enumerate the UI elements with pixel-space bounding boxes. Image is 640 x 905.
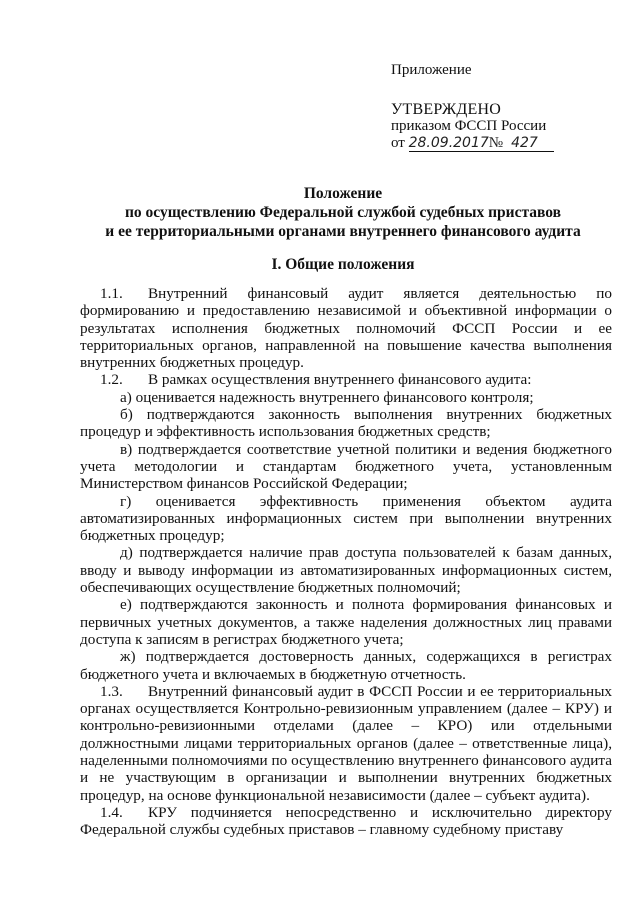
paragraph-text: Внутренний финансовый аудит является деятельностью по формированию и предоставлению независимой и объективной информации о результатах исполнения бюджетных полномочий ФССП России и ее территориальных органов, направленной на повышение качества выполнения внутренних бюджетных процедур. — [80, 285, 612, 372]
title-line-2: по осуществлению Федеральной службой судебных приставов — [124, 204, 562, 221]
handwritten-number: 427 — [503, 136, 554, 152]
appendix-label: Приложение — [391, 62, 472, 78]
title-line-3: и ее территориальными органами внутреннего финансового аудита — [105, 223, 581, 240]
paragraph-number: 1.2. — [100, 371, 123, 389]
list-item-a: а) оценивается надежность внутреннего финансового контроля; — [120, 388, 534, 406]
handwritten-date: 28.09.2017 — [408, 135, 489, 151]
paragraph-1-2 — [80, 371, 612, 388]
paragraph-text: В рамках осуществления внутреннего финансового аудита: — [148, 371, 532, 389]
title-line-1: Положение — [303, 185, 383, 202]
approved-label: УТВЕРЖДЕНО — [391, 101, 502, 118]
paragraph-1-1 — [80, 285, 612, 371]
paragraph-number: 1.1. — [100, 285, 123, 302]
list-item-b: б) подтверждаются законность выполнения внутренних бюджетных процедур и эффективность использования бюджетных средств; — [80, 406, 612, 441]
paragraph-1-4 — [80, 804, 612, 839]
paragraph-text: КРУ подчиняется непосредственно и исключительно директору Федеральной службы судебных приставов – главному судебному приставу — [80, 803, 612, 839]
list-item-v: в) подтверждается соответствие учетной политики и ведения бюджетного учета методологии и стандартам бюджетного учета, установленным Министерством финансов Российской Федерации; — [80, 440, 612, 493]
list-item-d: д) подтверждается наличие прав доступа пользователей к базам данных, вводу и выводу информации из автоматизированных информационных систем, обеспечивающих осуществление бюджетных полномочий; — [80, 544, 612, 597]
order-label: приказом ФССП России — [391, 118, 547, 134]
list-item-g: г) оценивается эффективность применения объектом аудита автоматизированных информационных систем при выполнении внутренних бюджетных процедур; — [80, 492, 612, 545]
from-prefix: от — [391, 135, 405, 151]
order-date-line — [391, 135, 554, 152]
paragraph-1-3 — [80, 683, 612, 804]
list-item-e: е) подтверждаются законность и полнота формирования финансовых и первичных учетных документов, а также наделения должностных лиц правами доступа к записям в регистрах бюджетного учета; — [80, 596, 612, 648]
list-item-zh: ж) подтверждается достоверность данных, содержащихся в регистрах бюджетного учета и включаемых в бюджетную отчетность. — [80, 648, 612, 683]
paragraph-number: 1.3. — [100, 682, 123, 700]
number-sign: № — [488, 135, 504, 151]
paragraph-number: 1.4. — [100, 803, 123, 821]
document-title — [60, 184, 626, 241]
approval-stamp-block — [391, 62, 554, 152]
document-body — [80, 285, 612, 839]
paragraph-text: Внутренний финансовый аудит в ФССП России и ее территориальных органах осуществляется Контрольно-ревизионным управлением (далее – КРУ) и контрольно-ревизионными отделами (далее – КРО) или отдельными должностными лицами территориальных органов (далее – ответственные лица), наделенными полномочиями по осуществлению внутреннего финансового аудита и не участвующим в организации и выполнении внутренних бюджетных процедур, на основе функциональной независимости (далее – субъект аудита). — [80, 682, 612, 804]
section-heading: I. Общие положения — [271, 256, 415, 273]
